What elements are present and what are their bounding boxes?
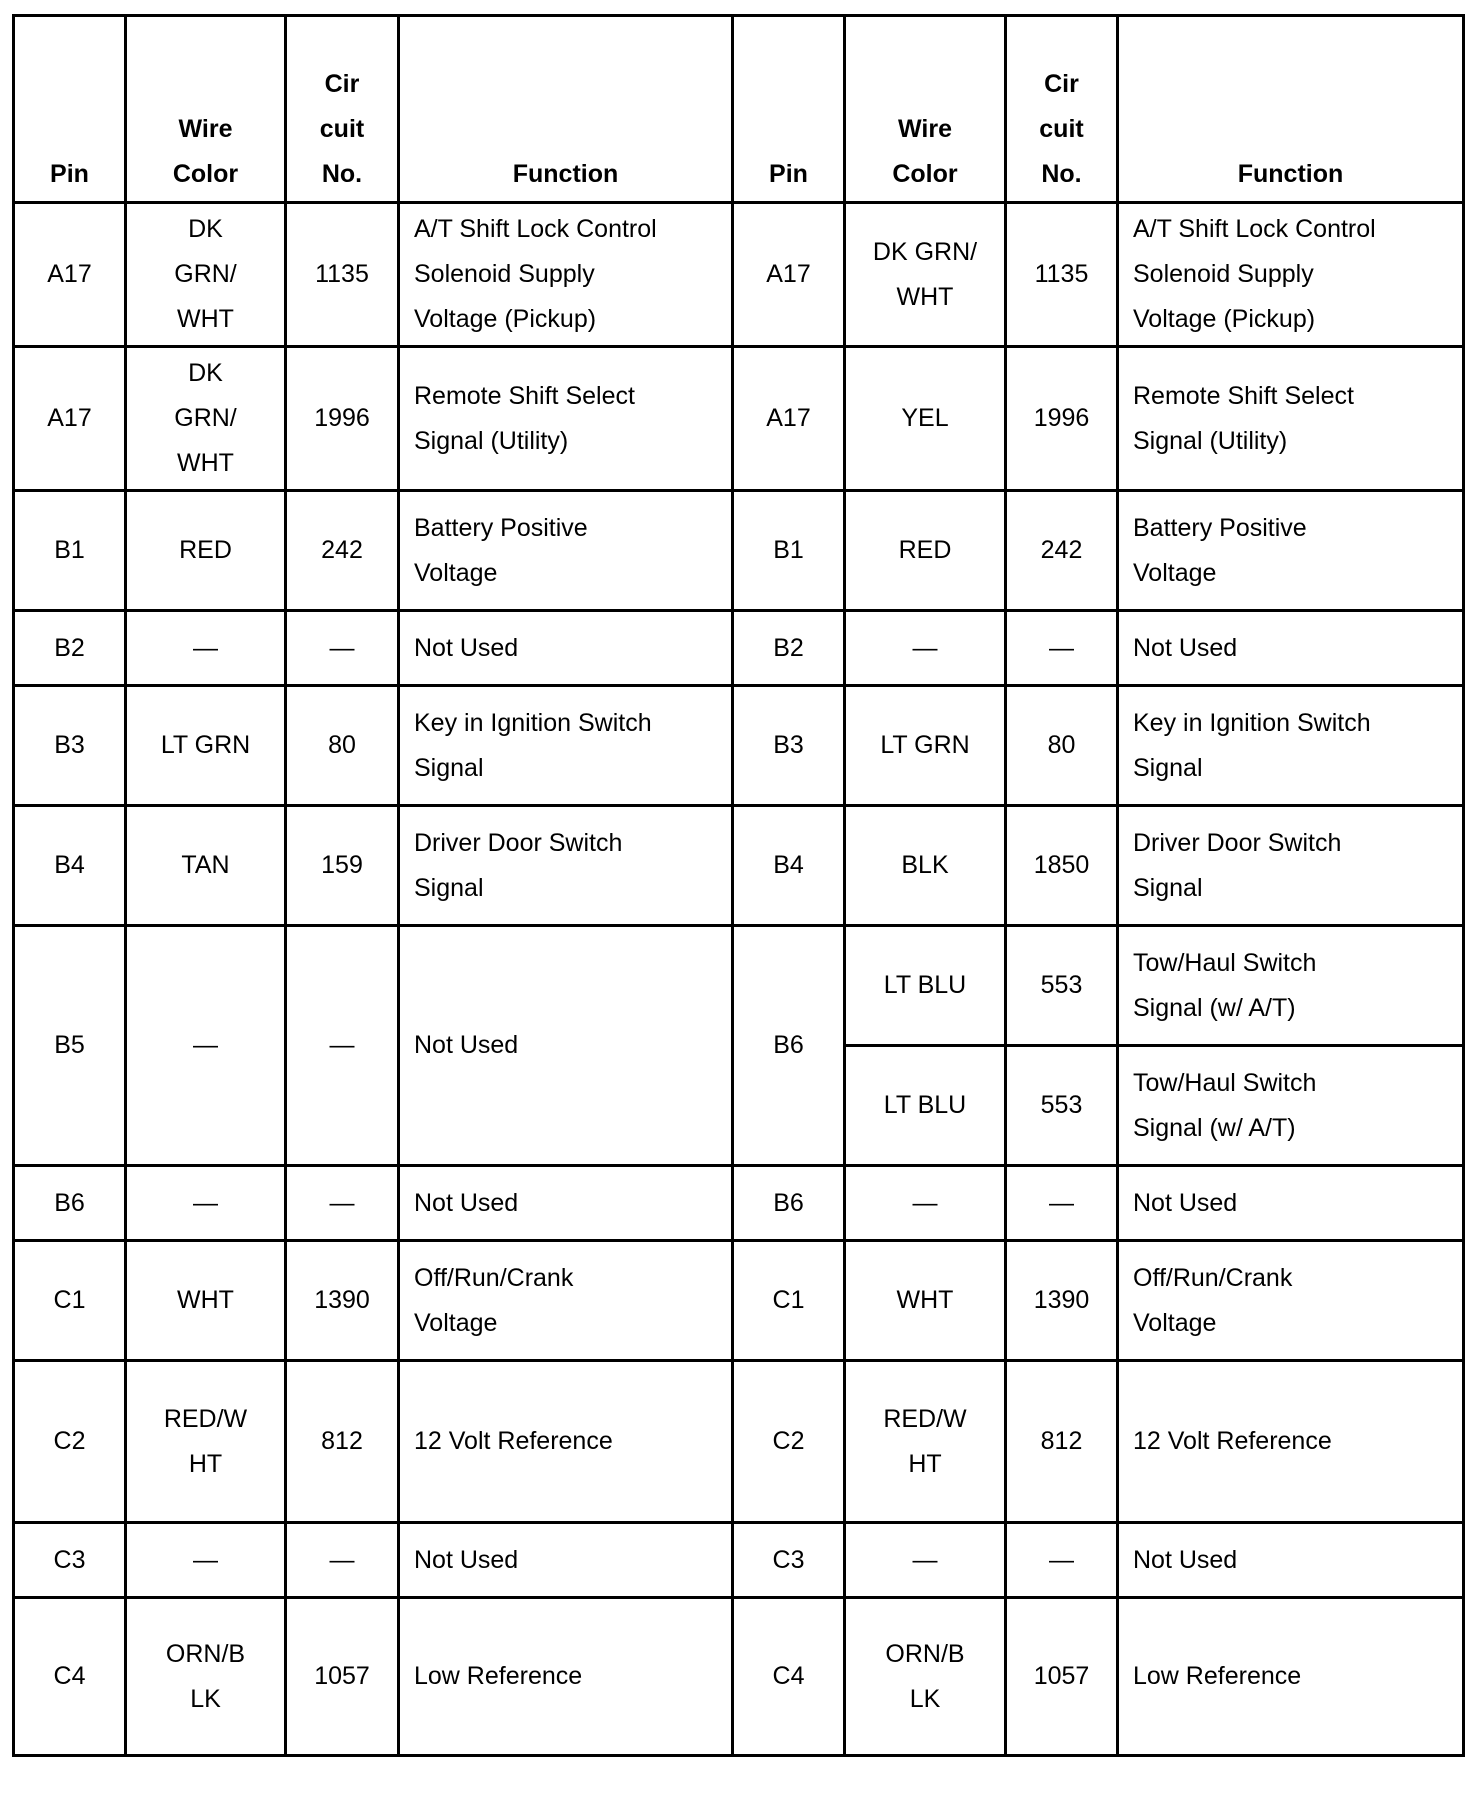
header-function: Function: [1118, 16, 1464, 203]
function-cell: Driver Door Switch Signal: [399, 806, 733, 926]
function-cell: Key in Ignition Switch Signal: [399, 686, 733, 806]
table-row: [14, 1361, 1464, 1523]
pin-cell: B1: [14, 491, 126, 611]
wire-color-cell: BLK: [845, 806, 1006, 926]
connector-pinout-table: [12, 14, 1465, 1757]
function-cell: Driver Door Switch Signal: [1118, 806, 1464, 926]
wire-color-cell: ORN/B LK: [845, 1598, 1006, 1756]
function-cell: 12 Volt Reference: [1118, 1361, 1464, 1523]
function-cell: 12 Volt Reference: [399, 1361, 733, 1523]
table-row: [14, 611, 1464, 686]
circuit-no-cell: —: [286, 926, 399, 1166]
function-cell: Battery Positive Voltage: [1118, 491, 1464, 611]
circuit-no-cell: 812: [1006, 1361, 1118, 1523]
table-row: [14, 491, 1464, 611]
circuit-no-cell: 80: [1006, 686, 1118, 806]
function-cell: Not Used: [399, 611, 733, 686]
wire-color-cell: —: [845, 1166, 1006, 1241]
pin-cell: C2: [733, 1361, 845, 1523]
circuit-no-cell: —: [286, 1166, 399, 1241]
wire-color-cell: DK GRN/ WHT: [126, 203, 286, 347]
wire-color-cell: LT GRN: [126, 686, 286, 806]
circuit-no-cell: 1996: [286, 347, 399, 491]
function-cell: Not Used: [1118, 611, 1464, 686]
function-cell: Low Reference: [399, 1598, 733, 1756]
wire-color-cell: —: [845, 611, 1006, 686]
function-cell: Remote Shift Select Signal (Utility): [1118, 347, 1464, 491]
function-cell: Battery Positive Voltage: [399, 491, 733, 611]
pin-cell: B2: [733, 611, 845, 686]
function-cell: Tow/Haul Switch Signal (w/ A/T): [1118, 1046, 1464, 1166]
pin-cell: C4: [733, 1598, 845, 1756]
pin-cell: B4: [733, 806, 845, 926]
circuit-no-cell: 553: [1006, 926, 1118, 1046]
circuit-no-cell: 1390: [286, 1241, 399, 1361]
pin-cell: A17: [14, 203, 126, 347]
wire-color-cell: TAN: [126, 806, 286, 926]
circuit-no-cell: 812: [286, 1361, 399, 1523]
circuit-no-cell: 553: [1006, 1046, 1118, 1166]
wire-color-cell: —: [126, 1166, 286, 1241]
circuit-no-cell: 80: [286, 686, 399, 806]
function-cell: Not Used: [399, 926, 733, 1166]
table-row: [14, 1523, 1464, 1598]
wire-color-cell: YEL: [845, 347, 1006, 491]
wire-color-cell: ORN/B LK: [126, 1598, 286, 1756]
pin-cell: B6: [733, 1166, 845, 1241]
table-row: [14, 347, 1464, 491]
pin-cell: C3: [733, 1523, 845, 1598]
table-row: [14, 1598, 1464, 1756]
pin-cell: B1: [733, 491, 845, 611]
wire-color-cell: —: [126, 1523, 286, 1598]
function-cell: Off/Run/Crank Voltage: [399, 1241, 733, 1361]
pin-cell: B6: [14, 1166, 126, 1241]
table-row: [14, 203, 1464, 347]
wire-color-cell: WHT: [845, 1241, 1006, 1361]
pin-cell: A17: [733, 347, 845, 491]
wire-color-cell: LT BLU: [845, 1046, 1006, 1166]
wire-color-cell: —: [126, 926, 286, 1166]
header-function: Function: [399, 16, 733, 203]
circuit-no-cell: 1135: [286, 203, 399, 347]
circuit-no-cell: 242: [286, 491, 399, 611]
function-cell: Off/Run/Crank Voltage: [1118, 1241, 1464, 1361]
circuit-no-cell: 1996: [1006, 347, 1118, 491]
table-row: [14, 926, 1464, 1046]
table-row: [14, 1166, 1464, 1241]
wire-color-cell: —: [126, 611, 286, 686]
function-cell: Key in Ignition Switch Signal: [1118, 686, 1464, 806]
pin-cell: B3: [14, 686, 126, 806]
circuit-no-cell: —: [286, 611, 399, 686]
circuit-no-cell: 1135: [1006, 203, 1118, 347]
circuit-no-cell: 1057: [1006, 1598, 1118, 1756]
pin-cell: B5: [14, 926, 126, 1166]
header-wire-color: Wire Color: [126, 16, 286, 203]
pin-cell: C1: [733, 1241, 845, 1361]
pin-cell: C1: [14, 1241, 126, 1361]
table-row: [14, 806, 1464, 926]
table-row: [14, 1241, 1464, 1361]
wire-color-cell: DK GRN/ WHT: [845, 203, 1006, 347]
header-circuit-no: Cir cuit No.: [286, 16, 399, 203]
wire-color-cell: RED/W HT: [845, 1361, 1006, 1523]
pin-cell: C3: [14, 1523, 126, 1598]
function-cell: A/T Shift Lock Control Solenoid Supply Voltage (Pickup): [1118, 203, 1464, 347]
wire-color-cell: RED: [126, 491, 286, 611]
function-cell: Remote Shift Select Signal (Utility): [399, 347, 733, 491]
header-row: [14, 16, 1464, 203]
circuit-no-cell: —: [1006, 1523, 1118, 1598]
function-cell: Low Reference: [1118, 1598, 1464, 1756]
circuit-no-cell: 242: [1006, 491, 1118, 611]
header-wire-color: Wire Color: [845, 16, 1006, 203]
wire-color-cell: RED/W HT: [126, 1361, 286, 1523]
circuit-no-cell: 159: [286, 806, 399, 926]
function-cell: Tow/Haul Switch Signal (w/ A/T): [1118, 926, 1464, 1046]
wire-color-cell: RED: [845, 491, 1006, 611]
function-cell: A/T Shift Lock Control Solenoid Supply Voltage (Pickup): [399, 203, 733, 347]
pin-cell: A17: [14, 347, 126, 491]
pin-cell: B6: [733, 926, 845, 1166]
pin-cell: A17: [733, 203, 845, 347]
pin-cell: C2: [14, 1361, 126, 1523]
circuit-no-cell: —: [1006, 1166, 1118, 1241]
header-pin: Pin: [733, 16, 845, 203]
circuit-no-cell: 1057: [286, 1598, 399, 1756]
wire-color-cell: LT BLU: [845, 926, 1006, 1046]
header-pin: Pin: [14, 16, 126, 203]
function-cell: Not Used: [1118, 1523, 1464, 1598]
wire-color-cell: LT GRN: [845, 686, 1006, 806]
circuit-no-cell: —: [286, 1523, 399, 1598]
function-cell: Not Used: [1118, 1166, 1464, 1241]
pin-cell: C4: [14, 1598, 126, 1756]
header-circuit-no: Cir cuit No.: [1006, 16, 1118, 203]
wire-color-cell: —: [845, 1523, 1006, 1598]
function-cell: Not Used: [399, 1166, 733, 1241]
wire-color-cell: DK GRN/ WHT: [126, 347, 286, 491]
pin-cell: B2: [14, 611, 126, 686]
pin-cell: B3: [733, 686, 845, 806]
circuit-no-cell: —: [1006, 611, 1118, 686]
table-row: [14, 686, 1464, 806]
wire-color-cell: WHT: [126, 1241, 286, 1361]
circuit-no-cell: 1850: [1006, 806, 1118, 926]
circuit-no-cell: 1390: [1006, 1241, 1118, 1361]
pin-cell: B4: [14, 806, 126, 926]
function-cell: Not Used: [399, 1523, 733, 1598]
